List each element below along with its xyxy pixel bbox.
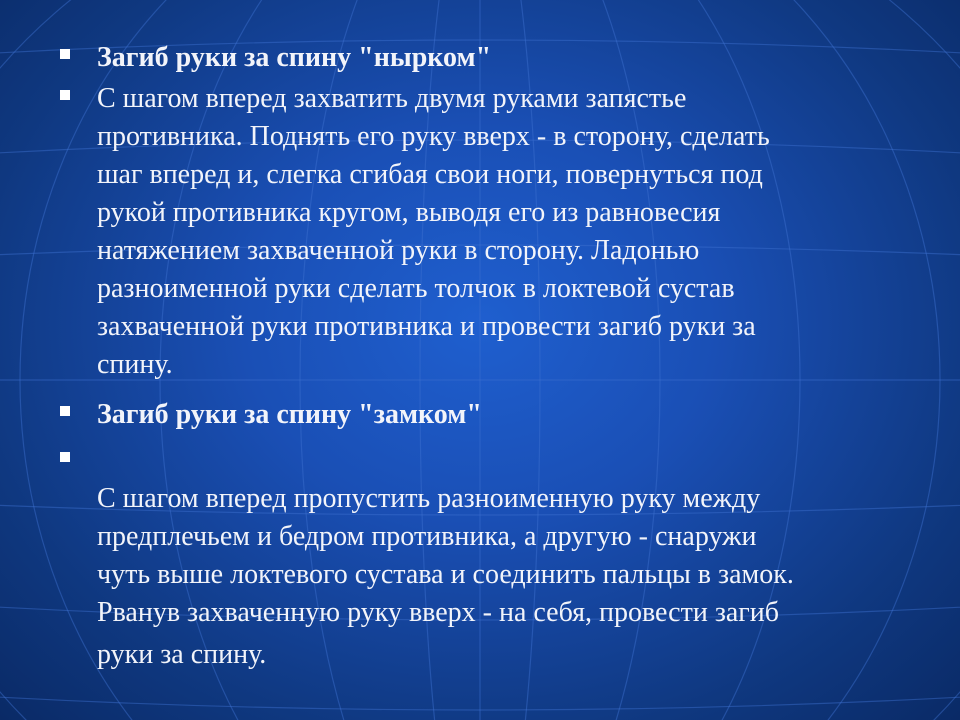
bullet-item <box>60 396 900 434</box>
bullet-item <box>60 80 900 384</box>
description-nyrkom: С шагом вперед захватить двумя руками запястье противника. Поднять его руку вверх - в сторону, сделать шаг вперед и, слегка сгибая свои ноги, повернуться под рукой противника кругом, выводя его из равновесия натяжением захваченной руки в сторону. Ладонью разноименной руки сделать толчок в локтевой сустав захваченной руки противника и провести загиб руки за спину. <box>97 83 770 380</box>
square-bullet-icon <box>60 49 70 59</box>
heading-nyrkom: Загиб руки за спину "нырком" <box>97 42 492 73</box>
heading-zamkom: Загиб руки за спину "замком" <box>97 399 482 430</box>
square-bullet-icon <box>60 452 70 462</box>
square-bullet-icon <box>60 406 70 416</box>
description-zamkom-main: С шагом вперед пропустить разноименную руку между предплечьем и бедром противника, а другую - снаружи чуть выше локтевого сустава и соединить пальцы в замок. Рванув захваченную руку вверх - на себя, провести загиб <box>97 483 794 628</box>
description-zamkom <box>97 442 897 712</box>
bullet-item <box>60 39 900 77</box>
description-zamkom-last-line: руки за спину. <box>97 639 267 670</box>
bullet-item <box>60 442 900 712</box>
square-bullet-icon <box>60 90 70 100</box>
